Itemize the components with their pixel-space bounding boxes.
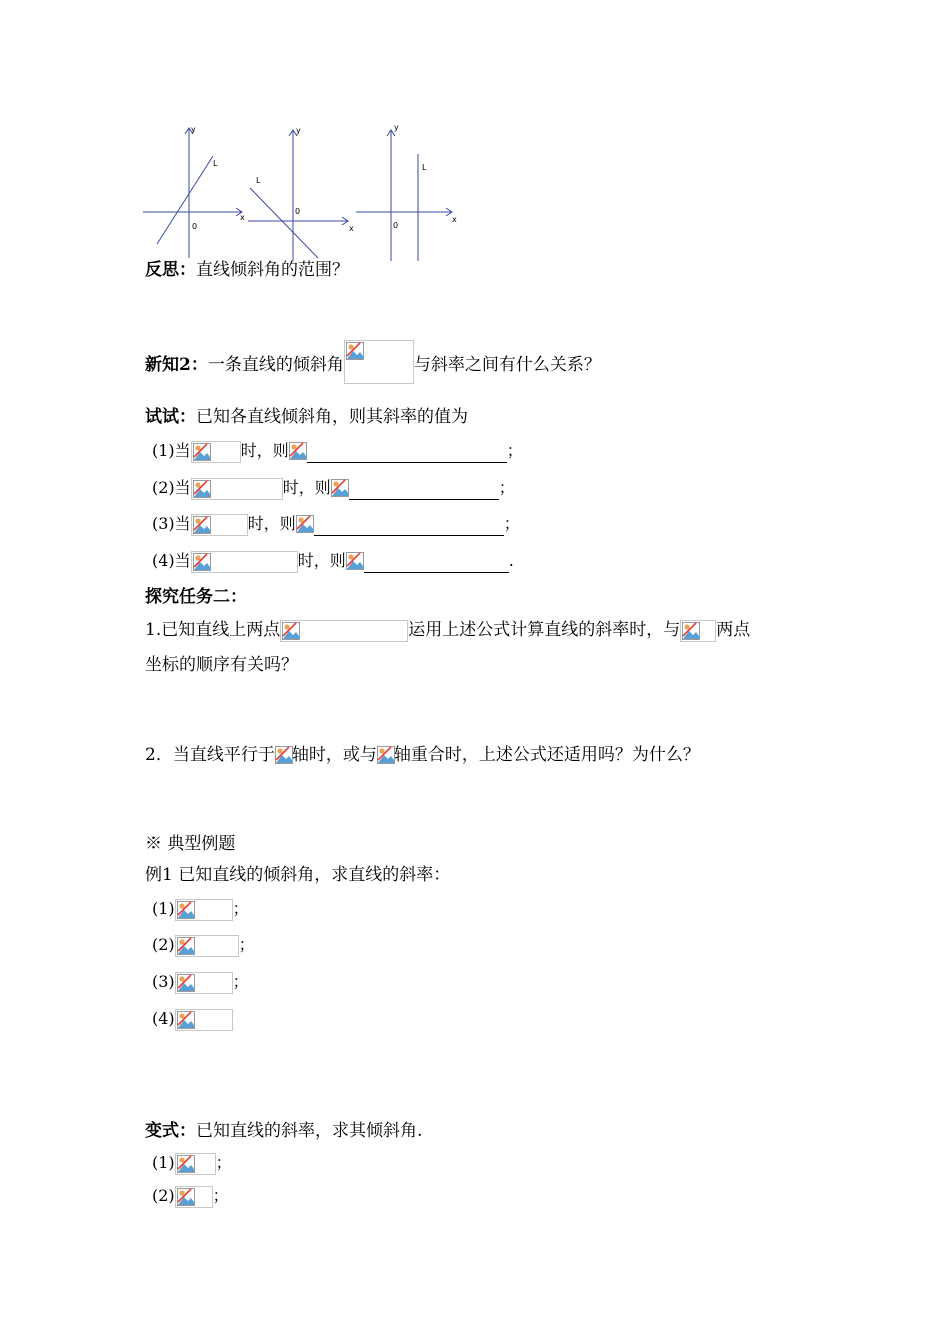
formula-image-placeholder — [175, 899, 233, 921]
variant-head: 变式： — [145, 1121, 196, 1141]
reflection-head: 反思： — [145, 260, 196, 280]
item-then: 时，则 — [297, 551, 346, 570]
task2-q1 — [145, 618, 750, 642]
image-placeholder-icon — [177, 901, 195, 919]
task2-head: 探究任务二： — [145, 587, 247, 607]
image-placeholder-icon — [296, 515, 314, 533]
task2-q2 — [145, 743, 700, 767]
item-number: (1) — [152, 899, 175, 918]
image-placeholder-icon — [331, 479, 349, 497]
try-it-line — [145, 405, 468, 429]
formula-image-placeholder — [175, 1009, 233, 1031]
image-placeholder-icon — [177, 974, 195, 992]
example-1: 例1 已知直线的倾斜角，求直线的斜率： — [145, 865, 451, 885]
formula-image-placeholder — [191, 514, 248, 536]
image-placeholder-icon — [177, 937, 195, 955]
image-placeholder-icon — [282, 622, 300, 640]
image-placeholder-icon — [193, 516, 211, 534]
try-item-3 — [152, 512, 520, 536]
new-knowledge-text-a: 一条直线的倾斜角 — [207, 355, 344, 375]
example-item-3 — [152, 970, 249, 994]
formula-image-placeholder — [344, 340, 414, 384]
answer-blank[interactable] — [364, 554, 509, 573]
variant-item-1 — [152, 1151, 232, 1175]
formula-image-placeholder — [191, 551, 298, 573]
item-end: ； — [503, 514, 520, 533]
try-item-4 — [152, 549, 514, 573]
item-end: ； — [215, 1153, 232, 1172]
example-item-2 — [152, 933, 255, 957]
item-end: ； — [232, 899, 249, 918]
formula-image-placeholder — [289, 441, 307, 463]
item-then: 时，则 — [240, 441, 289, 460]
formula-image-placeholder — [280, 620, 408, 642]
svg-text:0: 0 — [295, 207, 301, 216]
task2-q2-text-c: 轴重合时，上述公式还适用吗？为什么？ — [393, 745, 700, 765]
item-when: 当 — [174, 551, 191, 570]
reflection-text: 直线倾斜角的范围？ — [196, 260, 349, 280]
item-when: 当 — [174, 441, 191, 460]
image-placeholder-icon — [377, 746, 395, 764]
example-item-4 — [152, 1007, 233, 1031]
image-placeholder-icon — [346, 552, 364, 570]
item-end: ； — [212, 1186, 229, 1205]
formula-image-placeholder — [377, 745, 394, 767]
item-number: (2) — [152, 935, 175, 954]
formula-image-placeholder — [680, 620, 716, 642]
item-number: (2) — [152, 1186, 175, 1205]
formula-image-placeholder — [296, 514, 314, 536]
try-item-1 — [152, 439, 523, 463]
svg-text:y: y — [296, 126, 301, 135]
variant-text: 已知直线的斜率，求其倾斜角. — [196, 1121, 423, 1141]
svg-text:x: x — [240, 213, 245, 222]
item-number: (2) — [152, 478, 175, 497]
formula-image-placeholder — [175, 935, 239, 957]
graph-2 — [248, 130, 348, 261]
image-placeholder-icon — [193, 553, 211, 571]
examples-head: ※ 典型例题 — [145, 834, 236, 854]
svg-text:0: 0 — [393, 221, 399, 230]
reflection-line — [145, 258, 349, 282]
svg-text:x: x — [452, 215, 457, 224]
item-number: (3) — [152, 514, 175, 533]
line-graphs — [138, 118, 468, 268]
formula-image-placeholder — [191, 478, 283, 500]
svg-text:L: L — [256, 176, 261, 185]
example-item-1 — [152, 897, 249, 921]
new-knowledge-line — [145, 340, 601, 384]
try-item-2 — [152, 476, 515, 500]
formula-image-placeholder — [175, 1153, 216, 1175]
item-then: 时，则 — [282, 478, 331, 497]
svg-text:y: y — [191, 125, 196, 134]
task2-q1-text-a: 1.已知直线上两点 — [145, 620, 281, 640]
image-placeholder-icon — [289, 442, 307, 460]
graph-1 — [143, 128, 242, 258]
formula-image-placeholder — [275, 745, 292, 767]
task2-q1-text-b: 运用上述公式计算直线的斜率时，与 — [408, 620, 681, 640]
item-when: 当 — [174, 478, 191, 497]
task2-q1-text-c: 两点 — [716, 620, 751, 640]
answer-blank[interactable] — [307, 444, 507, 463]
image-placeholder-icon — [682, 622, 700, 640]
image-placeholder-icon — [177, 1188, 195, 1206]
image-placeholder-icon — [177, 1011, 195, 1029]
image-placeholder-icon — [177, 1155, 195, 1173]
try-it-head: 试试： — [145, 407, 196, 427]
item-end: ； — [498, 478, 515, 497]
formula-image-placeholder — [175, 972, 233, 994]
answer-blank[interactable] — [314, 517, 504, 536]
item-number: (4) — [152, 551, 175, 570]
task2-q1-cont: 坐标的顺序有关吗？ — [145, 655, 298, 675]
svg-text:L: L — [213, 159, 218, 168]
image-placeholder-icon — [193, 443, 211, 461]
formula-image-placeholder — [191, 441, 241, 463]
formula-image-placeholder — [346, 551, 364, 573]
item-number: (1) — [152, 1153, 175, 1172]
task2-q2-text-b: 轴时，或与 — [291, 745, 377, 765]
image-placeholder-icon — [275, 746, 293, 764]
image-placeholder-icon — [346, 342, 364, 360]
new-knowledge-head: 新知2： — [145, 355, 208, 375]
svg-text:x: x — [349, 224, 354, 233]
task2-q2-text-a: 2．当直线平行于 — [145, 745, 275, 765]
item-end: ； — [238, 935, 255, 954]
item-when: 当 — [174, 514, 191, 533]
variant-line — [145, 1119, 422, 1143]
item-end: . — [508, 551, 514, 570]
formula-image-placeholder — [331, 478, 349, 500]
formula-image-placeholder — [175, 1186, 213, 1208]
item-number: (4) — [152, 1009, 175, 1028]
image-placeholder-icon — [193, 480, 211, 498]
item-end: ； — [232, 972, 249, 991]
try-it-text: 已知各直线倾斜角，则其斜率的值为 — [196, 407, 468, 427]
new-knowledge-text-b: 与斜率之间有什么关系？ — [413, 355, 601, 375]
item-number: (1) — [152, 441, 175, 460]
item-then: 时，则 — [247, 514, 296, 533]
answer-blank[interactable] — [349, 481, 499, 500]
svg-text:L: L — [422, 163, 427, 172]
variant-item-2 — [152, 1184, 229, 1208]
item-number: (3) — [152, 972, 175, 991]
item-end: ； — [506, 441, 523, 460]
graph-3 — [356, 130, 452, 261]
svg-text:0: 0 — [192, 222, 198, 231]
svg-text:y: y — [394, 123, 399, 132]
